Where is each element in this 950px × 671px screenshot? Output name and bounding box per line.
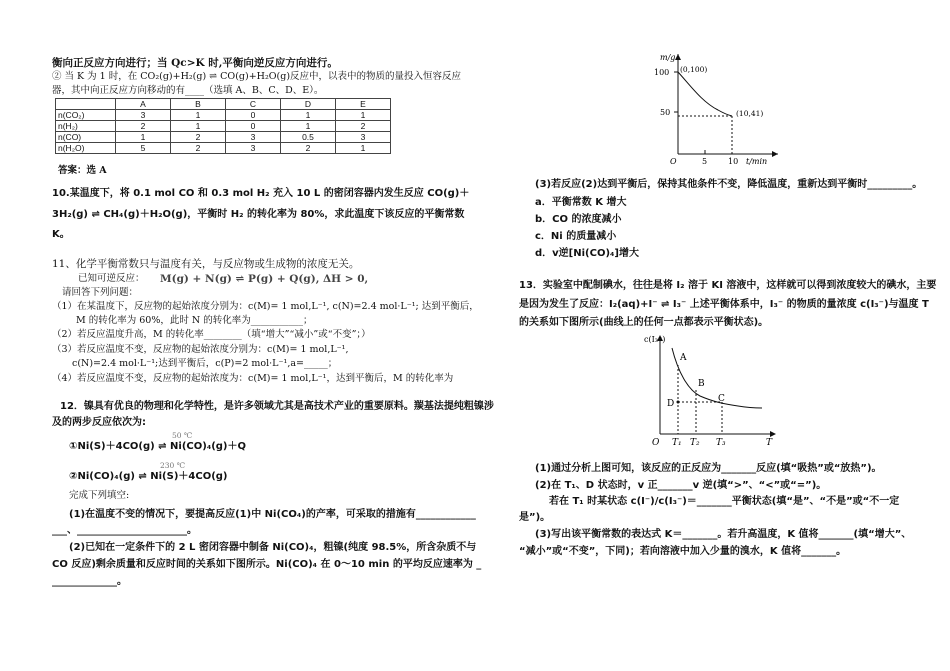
table-cell: n(H₂O) [56, 143, 116, 154]
intro-line-3: 器，其中向正反应方向移动的有____（选填 A、B、C、D、E）。 [52, 85, 324, 96]
table-cell: 1 [171, 121, 226, 132]
question-11-ask: 请回答下列问题： [62, 287, 139, 298]
table-cell: 2 [116, 121, 171, 132]
table-cell: 0 [226, 121, 281, 132]
option-b: b．CO 的浓度减小 [535, 214, 622, 225]
table-cell: 1 [116, 132, 171, 143]
question-10-line-1: 10.某温度下，将 0.1 mol CO 和 0.3 mol H₂ 充入 10 L 的密闭容器内发生反应 CO(g)＋ [52, 188, 470, 199]
option-c: c．Ni 的质量减小 [535, 231, 617, 242]
question-10-line-2: 3H₂(g) ⇌ CH₄(g)＋H₂O(g)，平衡时 H₂ 的转化率为 80%，求此温度下该反应的平衡常数 [52, 209, 465, 220]
question-13-part-2b: 若在 T₁ 时某状态 c(I⁻)/c(I₃⁻)＝_______平衡状态(填“是”、“不是”或“不一定 [549, 496, 900, 507]
table-cell [56, 99, 116, 110]
question-11-part-1a: （1）在某温度下，反应物的起始浓度分别为：c(M)= 1 mol,L⁻¹, c(N)=2.4 mol·L⁻¹; 达到平衡后， [52, 301, 479, 312]
mass-time-graph [640, 50, 780, 168]
point-label: D [667, 399, 675, 409]
y-axis-label: c(I₃⁻) [644, 335, 666, 344]
question-11-part-1b: M 的转化率为 60%，此时 N 的转化率为___________； [76, 315, 313, 326]
reaction-2: ②Ni(CO)₄(g) ⇌ Ni(S)＋4CO(g) [69, 471, 228, 482]
question-13-part-2c: 是”)。 [519, 512, 551, 523]
y-tick-label: 50 [660, 108, 671, 117]
point-label: C [718, 394, 725, 404]
question-13-part-2a: (2)在 T₁、D 状态时，v 正_______v 逆(填“>”、“<”或“=”)。 [535, 480, 827, 491]
point-label: (0,100) [680, 65, 708, 74]
question-12-part-2a: (2)已知在一定条件下的 2 L 密闭容器中制备 Ni(CO)₄，粗镍(纯度 98.5%，所含杂质不与 [69, 542, 477, 553]
table-cell: 3 [116, 110, 171, 121]
question-13-part-3a: (3)写出该平衡常数的表达式 K＝_______。若升高温度，K 值将_______(填“增大”、 [535, 529, 912, 540]
point-marker [677, 401, 680, 404]
x-tick-label: T₁ [672, 438, 682, 448]
table-cell: 1 [336, 143, 391, 154]
concentration-temperature-graph [642, 330, 782, 450]
table-cell: 1 [171, 110, 226, 121]
question-12-part-3: (3)若反应(2)达到平衡后，保持其他条件不变，降低温度，重新达到平衡时_________。 [535, 179, 923, 190]
intro-line-1: 衡向正反应方向进行；当 Qc>K 时,平衡向逆反应方向进行。 [52, 57, 338, 69]
x-tick-label: 5 [702, 157, 708, 166]
table-cell: D [281, 99, 336, 110]
option-d: d．v逆[Ni(CO)₄]增大 [535, 248, 639, 259]
point-label: A [680, 353, 687, 363]
question-11-title: 11、化学平衡常数只与温度有关，与反应物或生成物的浓度无关。 [52, 258, 360, 270]
question-12-line-2: 及的两步反应依次为: [52, 417, 146, 428]
table-cell: 0.5 [281, 132, 336, 143]
point-label: (10,41) [736, 109, 764, 118]
table-cell: A [116, 99, 171, 110]
question-12-part-1b: ___、______________________。 [52, 525, 197, 536]
question-11-part-2: （2）若反应温度升高，M 的转化率________（填“增大”“减小”或“不变”；） [52, 329, 371, 340]
table-cell: 3 [226, 132, 281, 143]
question-13-line-2: 是因为发生了反应：I₂(aq)+I⁻ ⇌ I₃⁻ 上述平衡体系中，I₃⁻ 的物质的量浓度 c(I₃⁻)与温度 T [519, 299, 929, 310]
table-cell: 1 [336, 110, 391, 121]
question-13-line-3: 的关系如下图所示(曲线上的任何一点都表示平衡状态)。 [519, 317, 769, 328]
x-axis-arrow [772, 151, 778, 157]
table-cell: C [226, 99, 281, 110]
table-cell: 1 [281, 121, 336, 132]
table-cell: 3 [336, 132, 391, 143]
table-cell: 0 [226, 110, 281, 121]
option-a: a．平衡常数 K 增大 [535, 197, 627, 208]
y-axis-label: m/g [660, 53, 676, 62]
table-cell: n(CO₂) [56, 110, 116, 121]
table-cell: 2 [281, 143, 336, 154]
y-axis-arrow [675, 54, 681, 60]
question-13-part-1: (1)通过分析上图可知，该反应的正反应为_______反应(填“吸热”或“放热”)。 [535, 463, 882, 474]
x-axis-arrow [770, 431, 776, 437]
question-12-part-1a: (1)在温度不变的情况下，要提高反应(1)中 Ni(CO₄)的产率，可采取的措施有____________ [69, 509, 476, 520]
table-cell: 2 [336, 121, 391, 132]
origin-label: O [670, 157, 677, 166]
table-cell: n(CO) [56, 132, 116, 143]
x-axis-label: t/min [746, 157, 768, 166]
question-13-part-3b: “减小”或“不变”，下同)；若向溶液中加入少量的溴水，K 值将_______。 [519, 546, 847, 557]
mole-table [55, 98, 391, 154]
reaction-1: ①Ni(S)＋4CO(g) ⇌ Ni(CO)₄(g)＋Q [69, 441, 247, 452]
table-cell: 2 [171, 143, 226, 154]
question-11-equation: M(g) + N(g) ⇌ P(g) + Q(g), ΔH > 0, [160, 273, 369, 285]
table-header-row [56, 99, 391, 110]
point-label: B [698, 379, 705, 389]
intro-line-2: ② 当 K 为 1 时，在 CO₂(g)+H₂(g) ⇌ CO(g)+H₂O(g)反应中，以表中的物质的量投入恒容反应 [52, 71, 462, 82]
question-11-part-3a: （3）若反应温度不变，反应物的起始浓度分别为：c(M)= 1 mol,L⁻¹, [52, 344, 349, 355]
table-cell: n(H₂) [56, 121, 116, 132]
origin-label: O [652, 438, 660, 448]
question-11-part-3b: c(N)=2.4 mol·L⁻¹;达到平衡后，c(P)=2 mol·L⁻¹,a=_____； [72, 358, 338, 369]
table-cell: 1 [281, 110, 336, 121]
question-11-given: 已知可逆反应： [78, 273, 145, 284]
question-12-fill: 完成下列填空: [69, 490, 130, 501]
table-row [56, 110, 391, 121]
answer-label: 答案：选 A [58, 165, 107, 176]
x-tick-label: T₃ [716, 438, 726, 448]
question-13-line-1: 13．实验室中配制碘水，往往是将 I₂ 溶于 KI 溶液中，这样就可以得到浓度较大的碘水，主要 [519, 280, 937, 291]
question-12-part-2b: CO 反应)剩余质量和反应时间的关系如下图所示。Ni(CO)₄ 在 0～10 min 的平均反应速率为 _ [52, 559, 482, 570]
reaction-1-condition: 50 ℃ [172, 431, 193, 440]
mass-curve [678, 72, 732, 116]
table-row [56, 143, 391, 154]
table-cell: 3 [226, 143, 281, 154]
reaction-2-condition: 230 ℃ [160, 461, 186, 470]
question-10-line-3: K。 [52, 229, 70, 240]
question-12-line-1: 12．镍具有优良的物理和化学特性，是许多领域尤其是高技术产业的重要原料。羰基法提纯粗镍涉 [60, 401, 494, 412]
table-cell: 5 [116, 143, 171, 154]
table-row [56, 132, 391, 143]
table-cell: E [336, 99, 391, 110]
question-12-part-2c: _____________。 [52, 576, 127, 587]
table-cell: B [171, 99, 226, 110]
x-tick-label: T₂ [690, 438, 700, 448]
table-cell: 2 [171, 132, 226, 143]
y-tick-label: 100 [654, 68, 670, 77]
table-row [56, 121, 391, 132]
question-11-part-4: （4）若反应温度不变，反应物的起始浓度为：c(M)= 1 mol,L⁻¹，达到平衡后，M 的转化率为 [52, 373, 454, 384]
x-tick-label: 10 [728, 157, 739, 166]
x-axis-label: T [766, 438, 773, 448]
